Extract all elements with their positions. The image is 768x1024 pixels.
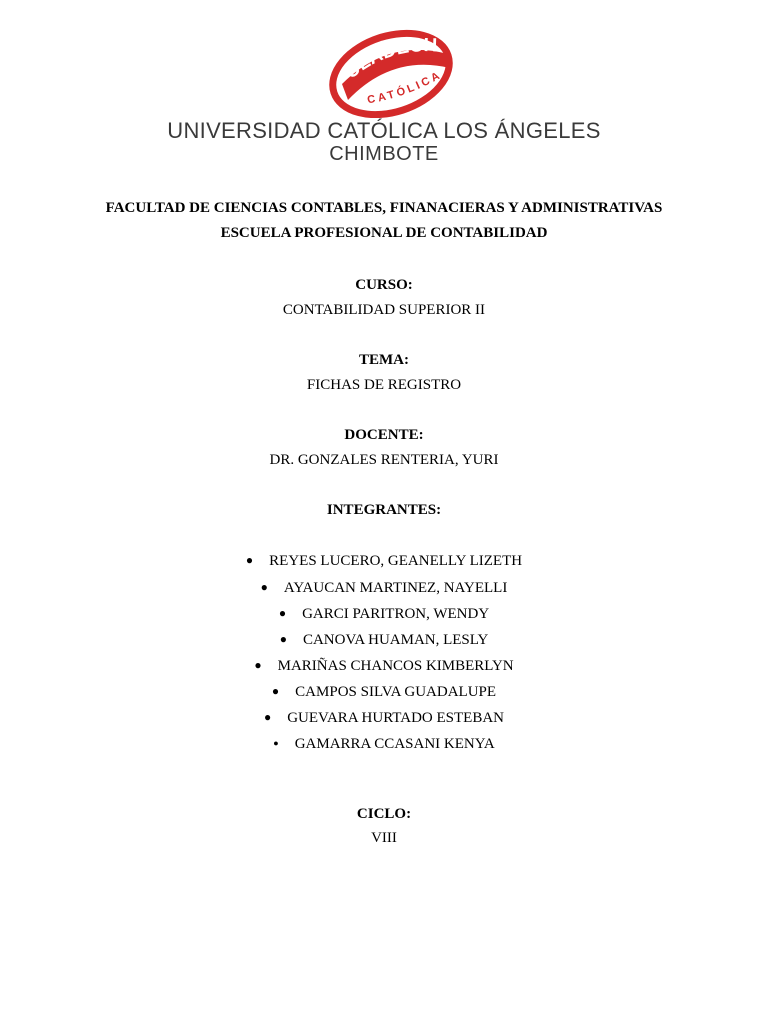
members-label: INTEGRANTES: — [326, 502, 442, 518]
bullet-icon: ● — [254, 658, 262, 672]
list-item — [0, 604, 768, 623]
teacher-value: DR. GONZALES RENTERIA, YURI — [269, 452, 499, 468]
course-label: CURSO: — [355, 277, 413, 293]
bullet-icon: ● — [245, 553, 254, 567]
list-item — [0, 682, 768, 701]
cycle-value: VIII — [371, 830, 397, 846]
uladech-logo-graphic — [322, 24, 460, 118]
member-name: GUEVARA HURTADO ESTEBAN — [287, 710, 505, 726]
member-name: GAMARRA CCASANI KENYA — [294, 736, 495, 752]
cycle-label: CICLO: — [356, 806, 412, 822]
member-name: REYES LUCERO, GEANELLY LIZETH — [269, 553, 523, 569]
teacher-label: DOCENTE: — [344, 427, 424, 443]
list-item — [0, 734, 768, 753]
member-name: CANOVA HUAMAN, LESLY — [302, 632, 489, 648]
topic-label: TEMA: — [359, 352, 409, 368]
bullet-icon: ● — [263, 710, 272, 724]
course-value: CONTABILIDAD SUPERIOR II — [282, 302, 486, 318]
member-name: AYAUCAN MARTINEZ, NAYELLI — [283, 580, 508, 596]
member-name: GARCI PARITRON, WENDY — [302, 606, 490, 622]
faculty-title: FACULTAD DE CIENCIAS CONTABLES, FINANACIERAS Y ADMINISTRATIVAS — [105, 200, 663, 216]
list-item — [0, 708, 768, 727]
school-title: ESCUELA PROFESIONAL DE CONTABILIDAD — [220, 225, 548, 241]
university-name: UNIVERSIDAD CATÓLICA LOS ÁNGELES — [167, 118, 601, 143]
bullet-icon: ● — [271, 684, 280, 698]
list-item — [0, 656, 768, 675]
topic-value: FICHAS DE REGISTRO — [306, 377, 462, 393]
bullet-icon: ● — [279, 632, 287, 646]
logo-main-text: ULADECH — [341, 35, 438, 84]
logo-sub-text: CATÓLICA — [366, 68, 445, 107]
member-name: MARIÑAS CHANCOS KIMBERLYN — [277, 658, 514, 674]
list-item — [0, 578, 768, 597]
bullet-icon: ● — [278, 606, 287, 620]
list-item — [0, 630, 768, 649]
bullet-icon: ● — [260, 580, 268, 594]
member-name: CAMPOS SILVA GUADALUPE — [295, 684, 497, 700]
bullet-icon: ● — [273, 738, 279, 748]
university-logo — [322, 24, 460, 118]
list-item — [0, 551, 768, 570]
university-city: CHIMBOTE — [329, 143, 439, 165]
